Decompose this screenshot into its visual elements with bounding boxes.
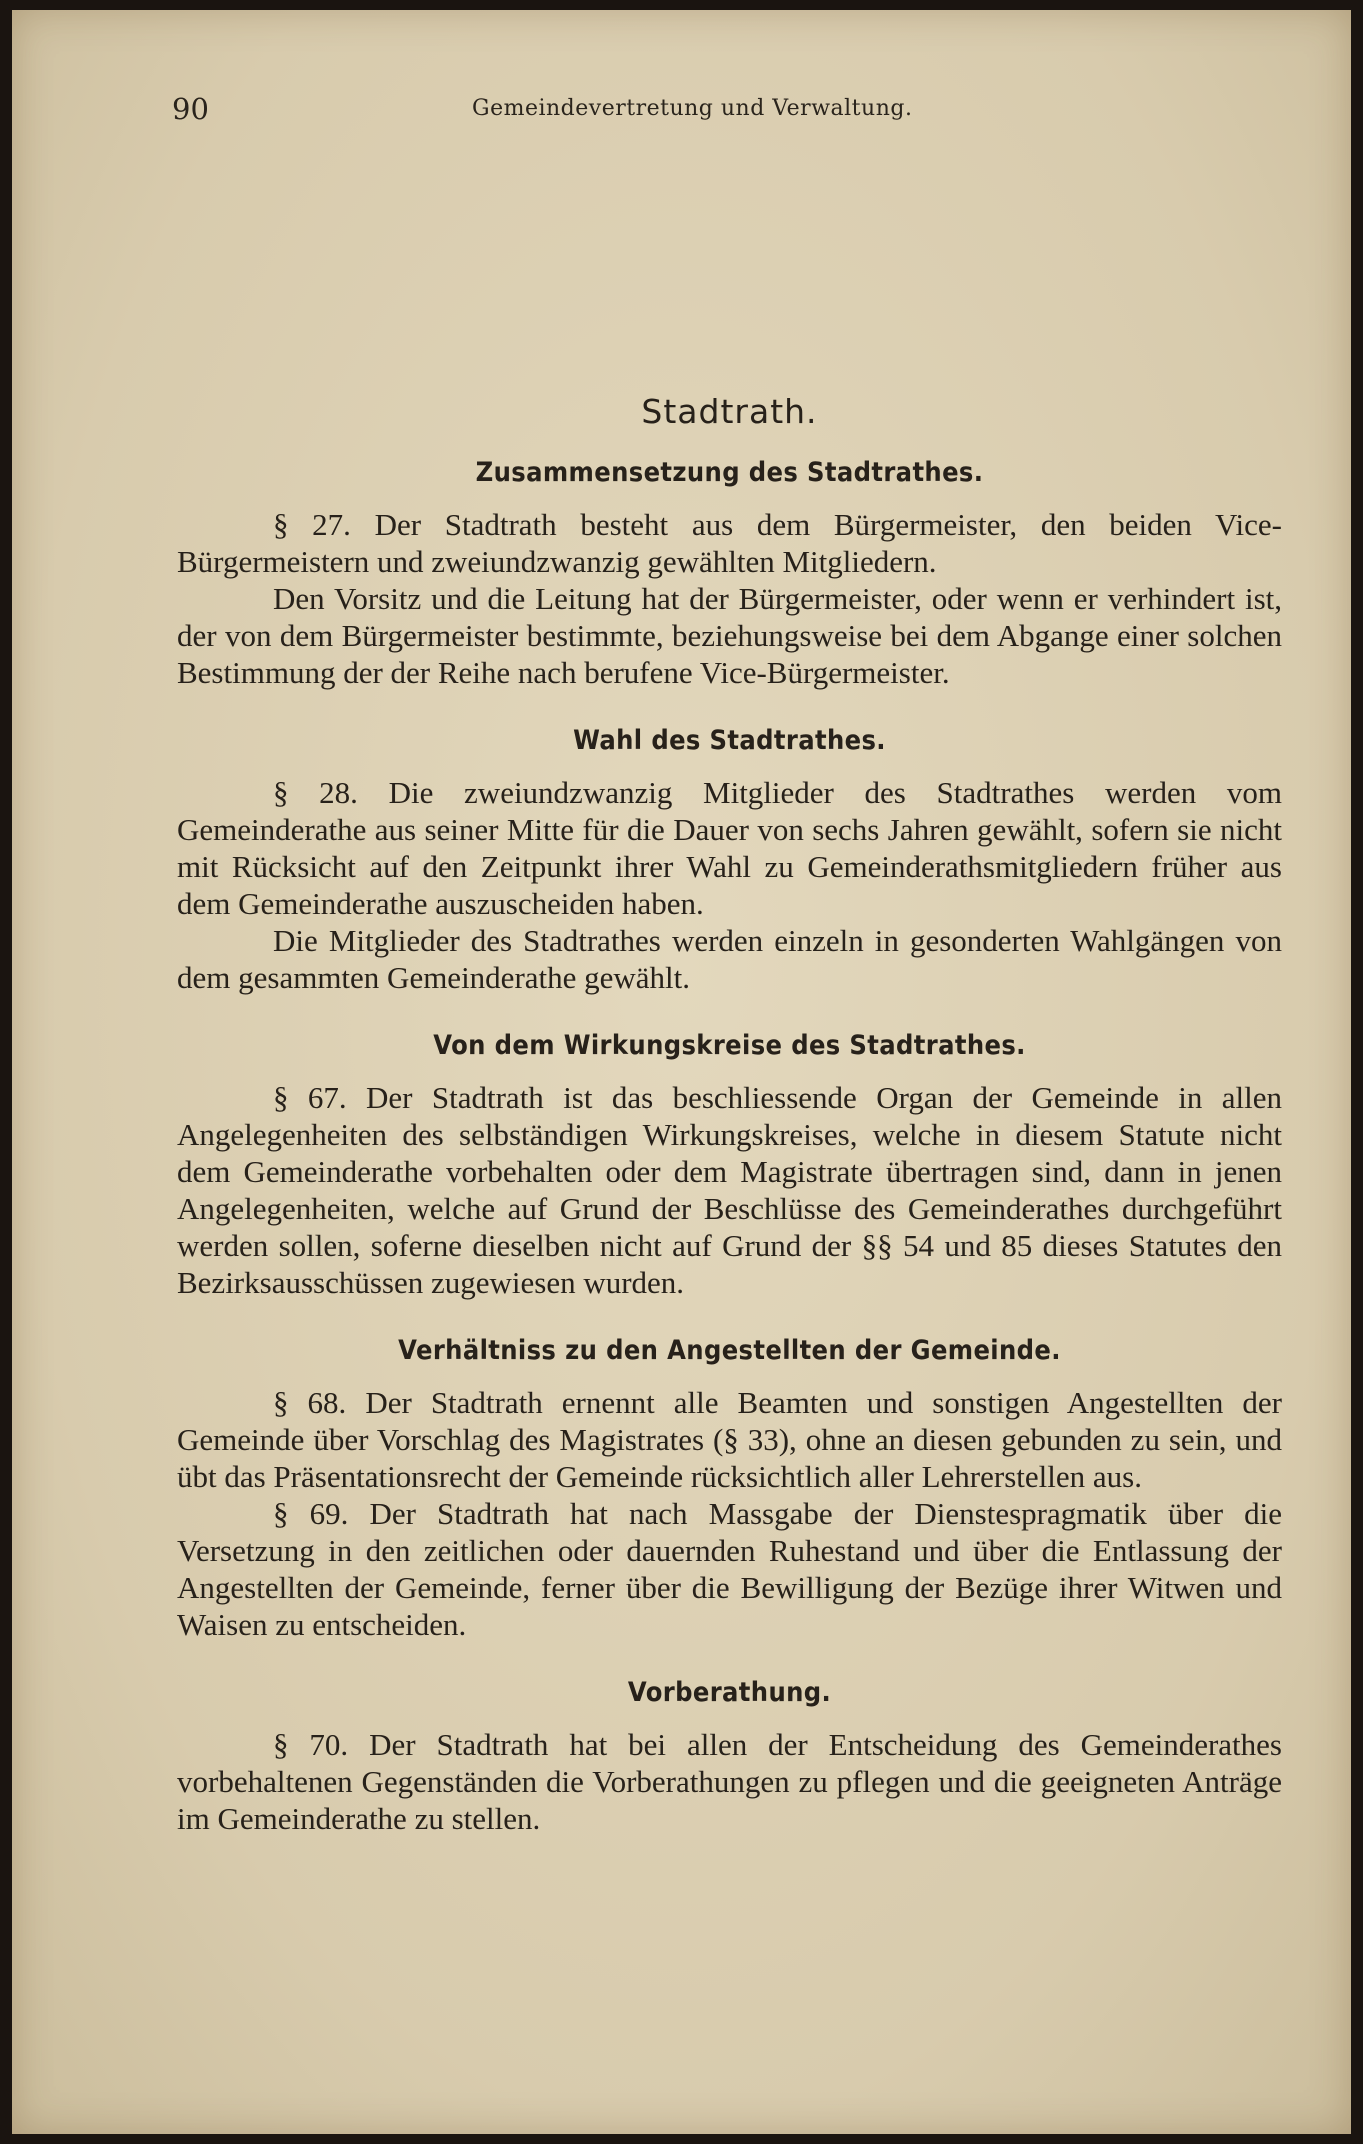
paragraph: § 67. Der Stadtrath ist das beschliessende Organ der Gemeinde in allen Angelegenheiten des selbständigen Wirkungskreises, welche in diesem Statute nicht dem Gemeinderathe vorbehalten oder dem Magistrate übertragen sind, dann in jenen Angelegenheiten, welche auf Grund der Beschlüsse des Gemeinderathes durchgeführt werden sollen, soferne dieselben nicht auf Grund der §§ 54 und 85 dieses Statutes den Bezirksausschüssen zugewiesen wurden. (177, 1080, 1282, 1300)
subsection-heading: Zusammensetzung des Stadtrathes. (475, 457, 984, 488)
subsection-heading: Verhältniss zu den Angestellten der Gemeinde. (398, 1335, 1061, 1366)
subsection-zusammensetzung (177, 457, 1282, 691)
paragraph: § 28. Die zweiundzwanzig Mitglieder des Stadtrathes werden vom Gemeinderathe aus seiner Mitte für die Dauer von sechs Jahren gewählt, sofern sie nicht mit Rücksicht auf den Zeitpunkt ihrer Wahl zu Gemeinderathsmitgliedern früher aus dem Gemeinderathe auszuscheiden haben. (177, 775, 1282, 921)
section-title: Stadtrath. (641, 392, 818, 431)
subsection-wahl (177, 725, 1282, 996)
subsection-wirkungskreis (177, 1030, 1282, 1301)
subsection-heading: Von dem Wirkungskreise des Stadtrathes. (433, 1030, 1026, 1061)
subsection-vorberathung (177, 1677, 1282, 1837)
subsection-heading: Vorberathung. (627, 1677, 832, 1708)
paragraph: § 68. Der Stadtrath ernennt alle Beamten und sonstigen Angestellten der Gemeinde über Vorschlag des Magistrates (§ 33), ohne an diesen gebunden zu sein, und übt das Präsentationsrecht der Gemeinde rücksichtlich aller Lehrerstellen aus. (177, 1385, 1282, 1494)
paragraph: Die Mitglieder des Stadtrathes werden einzeln in gesonderten Wahlgängen von dem gesammten Gemeinderathe gewählt. (177, 923, 1282, 995)
subsection-angestellte (177, 1335, 1282, 1643)
book-page (12, 10, 1351, 2134)
paragraph: § 70. Der Stadtrath hat bei allen der Entscheidung des Gemeinderathes vorbehaltenen Gegenständen die Vorberathungen zu pflegen und die geeigneten Anträge im Gemeinderathe zu stellen. (177, 1727, 1282, 1836)
page-body (177, 392, 1282, 1871)
page-number: 90 (172, 92, 209, 126)
paragraph: § 27. Der Stadtrath besteht aus dem Bürgermeister, den beiden Vice-Bürgermeistern und zweiundzwanzig gewählten Mitgliedern. (177, 507, 1282, 579)
paragraph: Den Vorsitz und die Leitung hat der Bürgermeister, oder wenn er verhindert ist, der von dem Bürgermeister bestimmte, beziehungsweise bei dem Abgange einer solchen Bestimmung der der Reihe nach berufene Vice-Bürgermeister. (177, 581, 1282, 690)
subsection-heading: Wahl des Stadtrathes. (573, 725, 886, 756)
paragraph: § 69. Der Stadtrath hat nach Massgabe der Dienstespragmatik über die Versetzung in den zeitlichen oder dauernden Ruhestand und über die Entlassung der Angestellten der Gemeinde, ferner über die Bewilligung der Bezüge ihrer Witwen und Waisen zu entscheiden. (177, 1496, 1282, 1642)
running-head: Gemeindevertretung und Verwaltung. (472, 96, 913, 121)
page-header (172, 92, 1312, 132)
